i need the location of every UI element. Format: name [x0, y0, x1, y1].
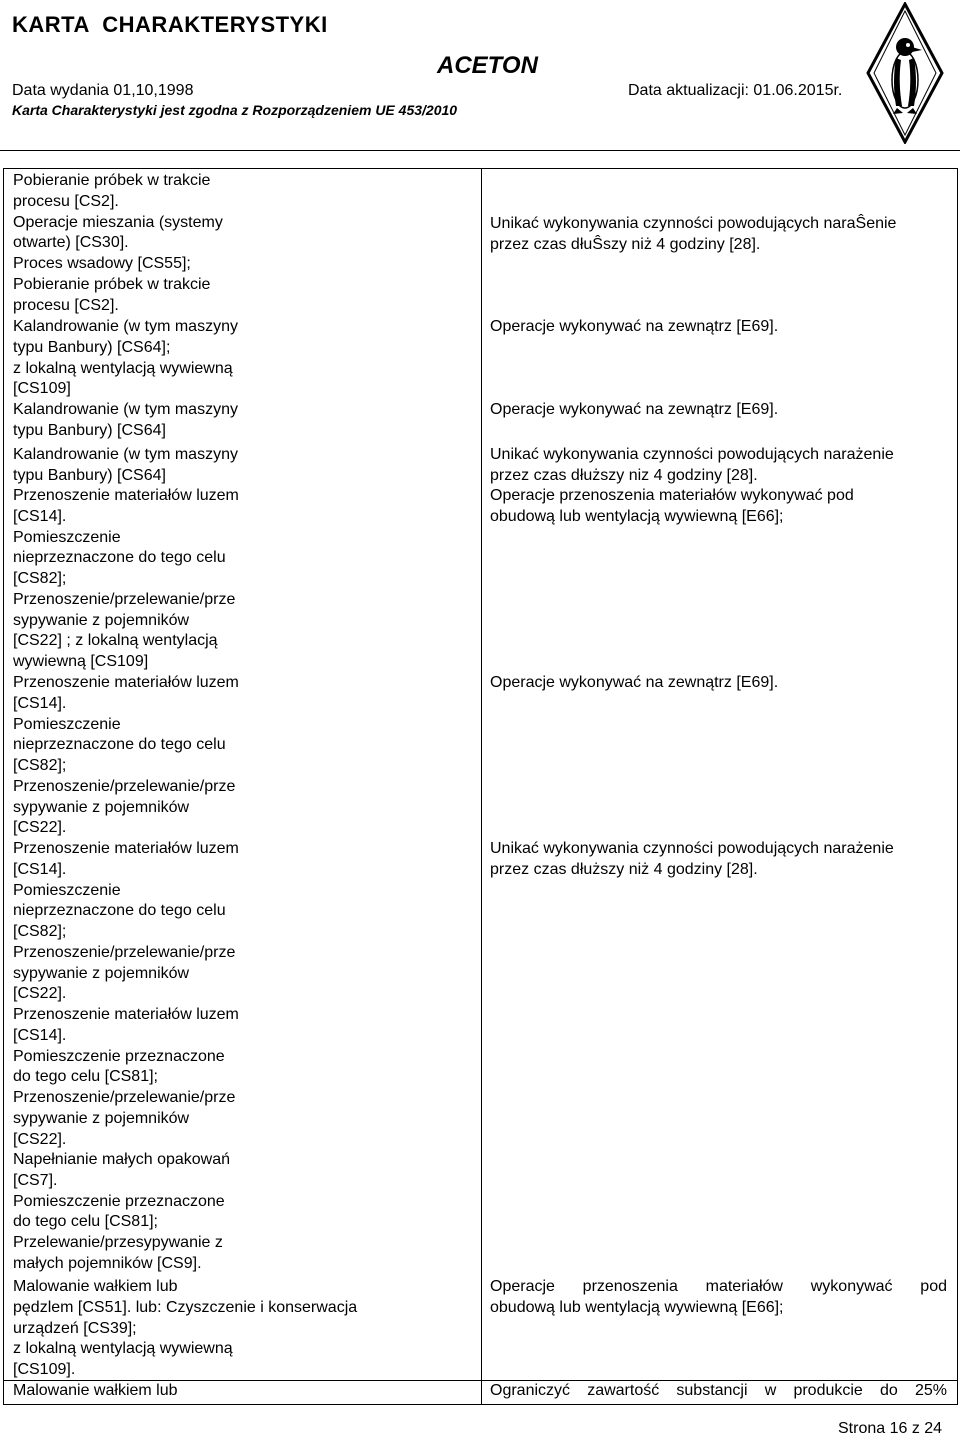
table-cell-conditions: Przenoszenie materiałów luzem [CS14]. Pomieszczenie nieprzeznaczone do tego celu [CS82]; Przenoszenie/przelewanie/prze sypywanie z pojemników [CS22] ; z lokalną wentylacją wywiewną [CS109] — [13, 487, 239, 670]
table-cell-measures: Unikać wykonywania czynności powodujących narażenie przez czas dłuższy niz 4 godziny [28]. — [490, 446, 894, 484]
table-cell-conditions: Pobieranie próbek w trakcie procesu [CS2]. Operacje mieszania (systemy otwarte) [CS30]. Proces wsadowy [CS55]; Pobieranie próbek w trakcie procesu [CS2]. — [13, 172, 223, 314]
table-cell-conditions: Przenoszenie materiałów luzem [CS14]. Pomieszczenie nieprzeznaczone do tego celu [CS82]; Przenoszenie/przelewanie/prze sypywanie z pojemników [CS22]. — [13, 674, 239, 837]
product-name: ACETON — [437, 52, 538, 79]
table-cell-measures: Operacje wykonywać na zewnątrz [E69]. — [490, 401, 779, 418]
table-cell-conditions: Kalandrowanie (w tym maszyny typu Banbury) [CS64]; z lokalną wentylacją wywiewną [CS109] — [13, 318, 238, 398]
document-header — [0, 0, 960, 152]
regulation-note: Karta Charakterystyki jest zgodna z Rozporządzeniem UE 453/2010 — [12, 102, 458, 118]
table-cell-conditions: Malowanie wałkiem lub — [13, 1382, 178, 1399]
table-cell-conditions: Przenoszenie materiałów luzem [CS14]. Pomieszczenie przeznaczone do tego celu [CS81]; Przenoszenie/przelewanie/prze sypywanie z pojemników [CS22]. — [13, 1006, 239, 1148]
column-divider — [481, 169, 482, 1404]
exposure-controls-table — [3, 168, 958, 1405]
document-type-title: KARTA CHARAKTERYSTYKI — [12, 12, 328, 37]
table-cell-measures: Operacje przenoszenia materiałów wykonywać pod — [490, 1278, 947, 1295]
issue-date: Data wydania 01,10,1998 — [12, 82, 194, 99]
table-cell-measures: Operacje wykonywać na zewnątrz [E69]. — [490, 318, 779, 335]
table-cell-conditions: Kalandrowanie (w tym maszyny typu Banbury) [CS64] — [13, 401, 238, 439]
update-date: Data aktualizacji: 01.06.2015r. — [628, 82, 843, 99]
table-cell-conditions: Malowanie wałkiem lub pędzlem [CS51]. lub: Czyszczenie i konserwacja urządzeń [CS39]; z lokalną wentylacją wywiewną [CS109]. — [13, 1278, 358, 1378]
table-cell-measures: Operacje wykonywać na zewnątrz [E69]. — [490, 674, 779, 691]
table-cell-conditions: Napełnianie małych opakowań [CS7]. Pomieszczenie przeznaczone do tego celu [CS81]; Przelewanie/przesypywanie z małych pojemników [CS9]. — [13, 1151, 231, 1272]
penguin-logo-icon — [866, 2, 944, 144]
header-divider — [0, 150, 960, 151]
table-cell-measures: obudową lub wentylacją wywiewną [E66]; — [490, 1299, 784, 1316]
table-cell-conditions: Przenoszenie materiałów luzem [CS14]. Pomieszczenie nieprzeznaczone do tego celu [CS82]; Przenoszenie/przelewanie/prze sypywanie z pojemników [CS22]. — [13, 840, 239, 1003]
table-cell-measures: Operacje przenoszenia materiałów wykonywać pod obudową lub wentylacją wywiewną [E66]; — [490, 487, 854, 525]
table-cell-measures: Ograniczyć zawartość substancji w produkcie do 25% — [490, 1382, 947, 1399]
table-cell-measures: Unikać wykonywania czynności powodujących narażenie przez czas dłuższy niż 4 godziny [28]. — [490, 840, 894, 878]
page-number: Strona 16 z 24 — [838, 1420, 943, 1437]
table-cell-conditions: Kalandrowanie (w tym maszyny typu Banbury) [CS64] — [13, 446, 238, 484]
table-cell-measures: Unikać wykonywania czynności powodujących naraŜenie przez czas dłuŜszy niż 4 godziny [28]. — [490, 215, 897, 253]
